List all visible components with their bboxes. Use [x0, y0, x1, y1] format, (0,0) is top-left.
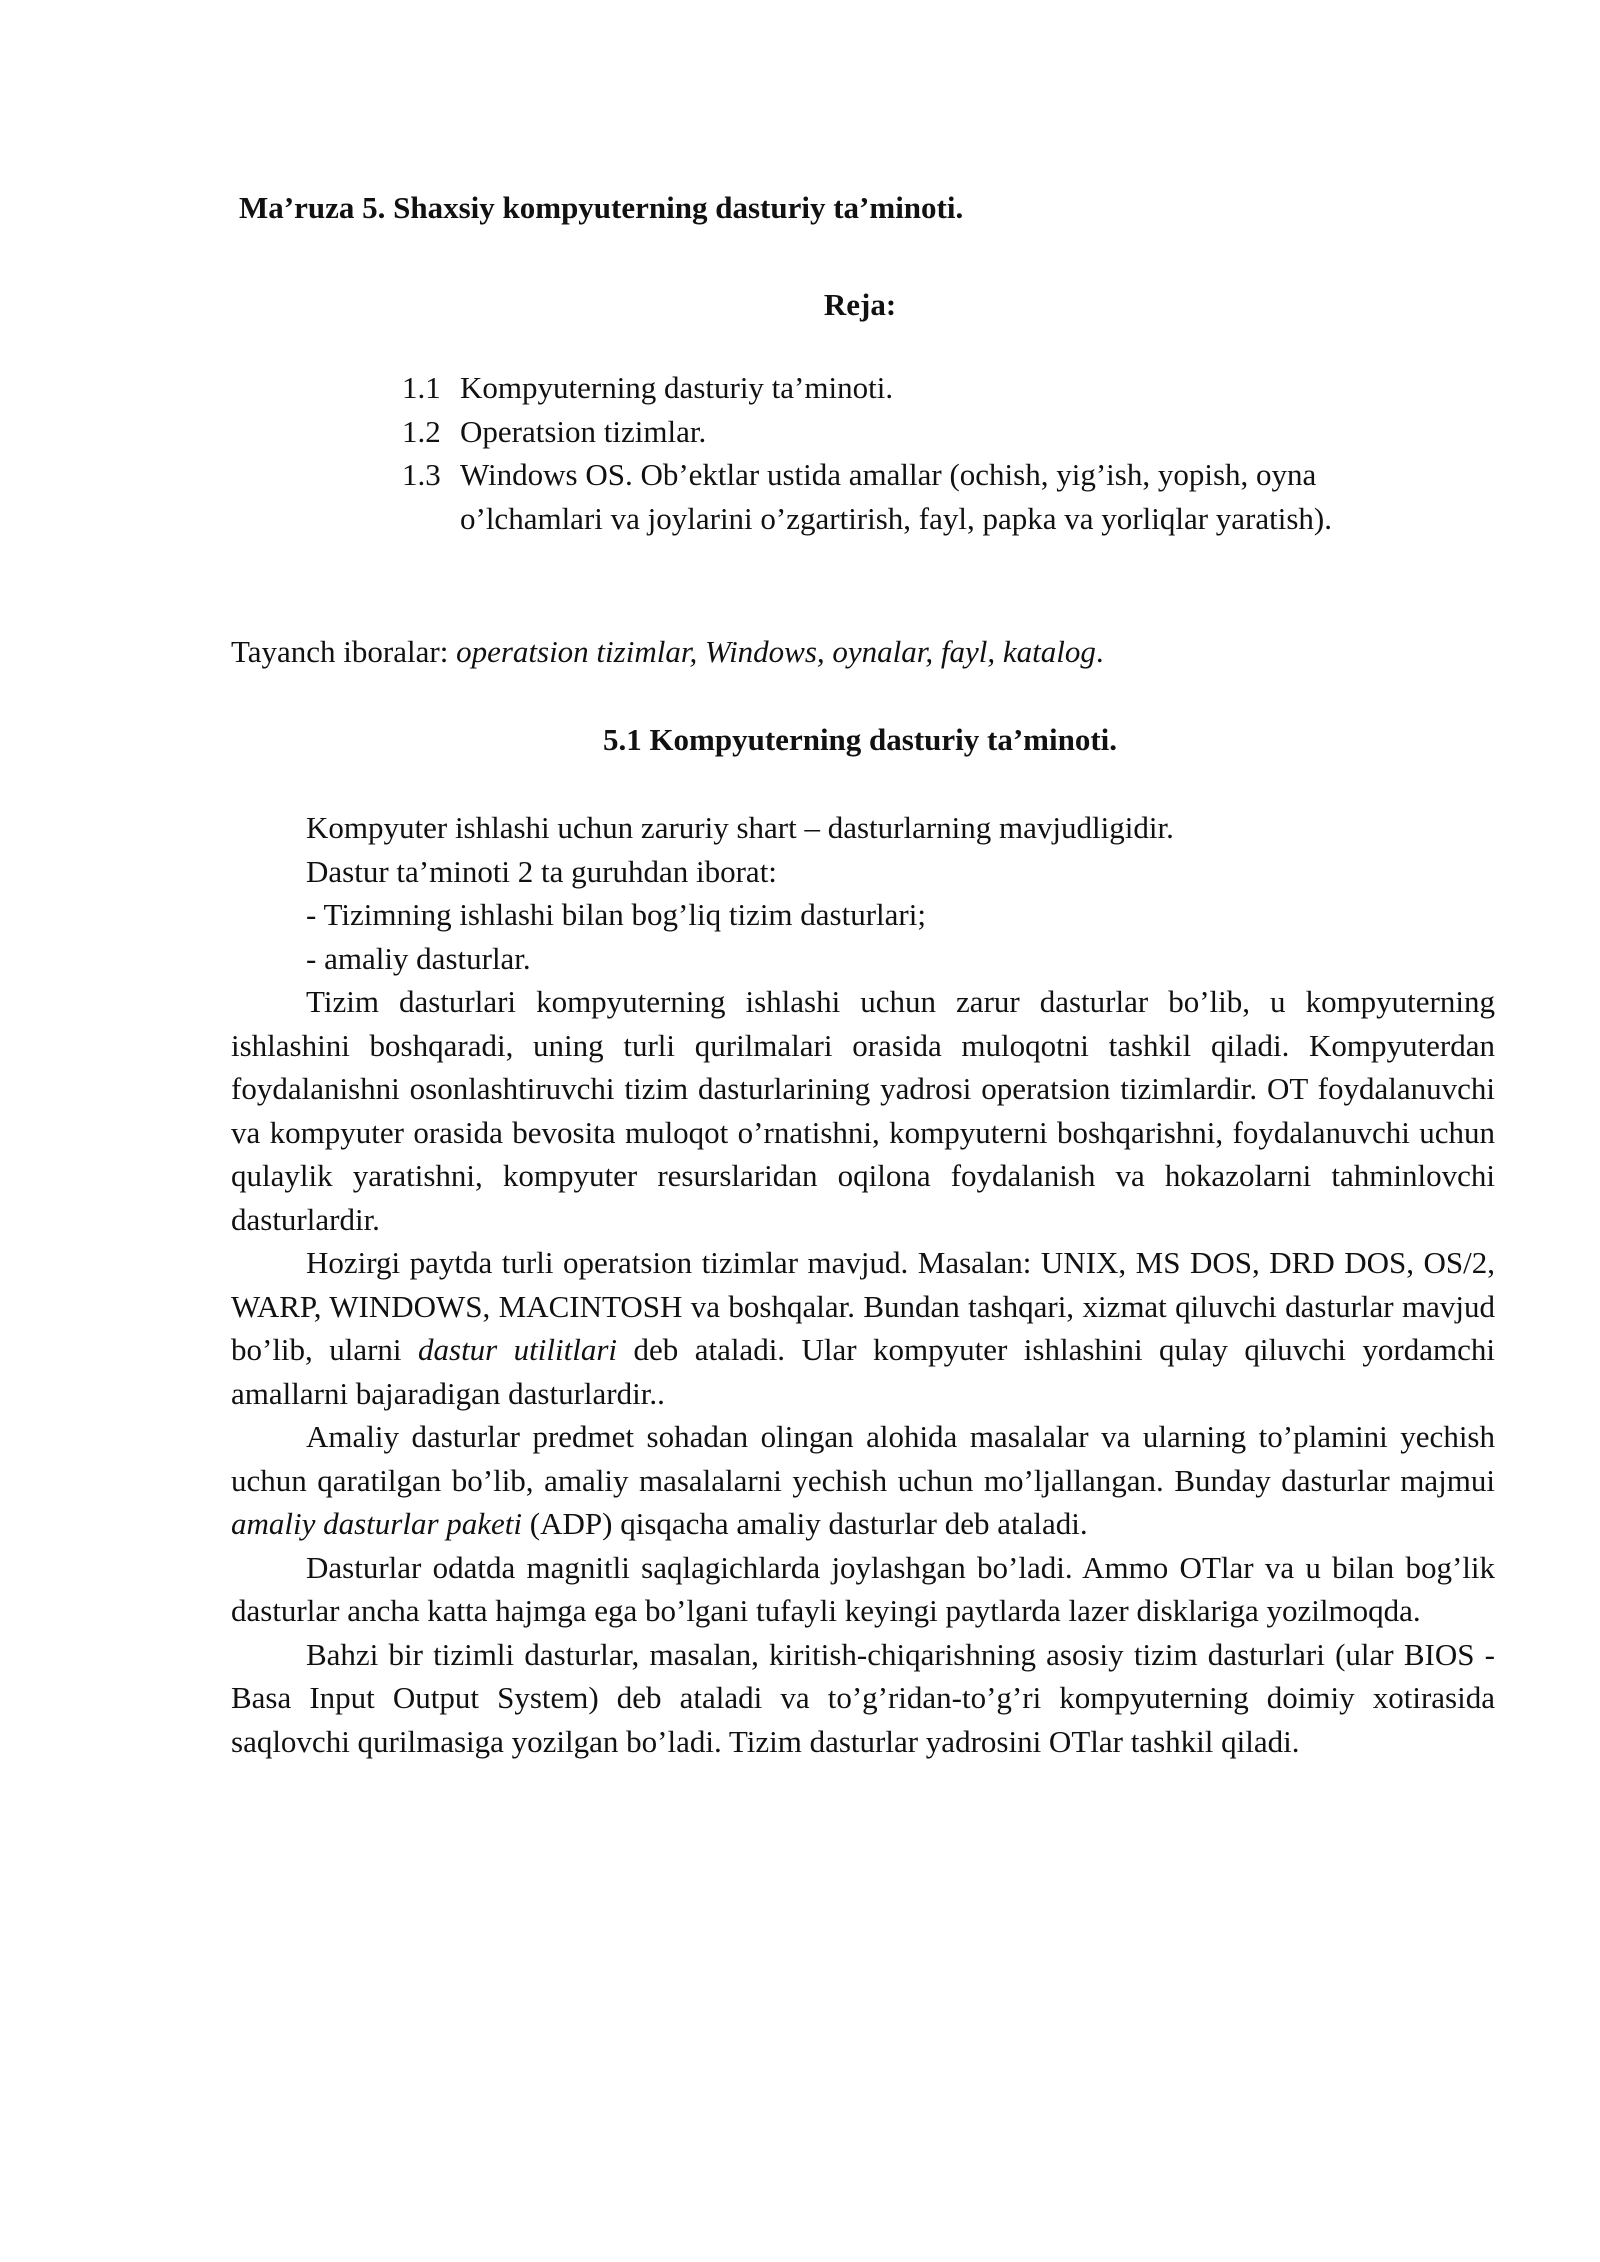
- paragraph-system-software: Tizim dasturlari kompyuterning ishlashi uchun zarur dasturlar bo’lib, u kompyuterning ishlashini boshqaradi, uning turli qurilmalari orasida muloqotni tashkil qiladi. Kompyuterdan foydalanishni osonlashtiruvchi tizim dasturlarining yadrosi operatsion tizimlardir. OT foydalanuvchi va kompyuter orasida bevosita muloqot o’rnatishni, kompyuterni boshqarishni, foydalanuvchi uchun qulaylik yaratishni, kompyuter resurslaridan oqilona foydalanish va hokazolarni tahminlovchi dasturlardir.: [231, 984, 1495, 1237]
- section-heading: 5.1 Kompyuterning dasturiy ta’minoti.: [602, 722, 1118, 757]
- paragraph-operating-systems: [231, 1241, 1495, 1415]
- paragraph-bios: Bahzi bir tizimli dasturlar, masalan, kiritish-chiqarishning asosiy tizim dasturlari (ular BIOS -Basa Input Output System) deb ataladi va to’g’ridan-to’g’ri kompyuterning doimiy xotirasida saqlovchi qurilmasiga yozilgan bo’ladi. Tizim dasturlar yadrosini OTlar tashkil qiladi.: [231, 1636, 1495, 1759]
- paragraph-text: deb ataladi. Ular kompyuter ishlashini qulay qiluvchi yordamchi amallarni bajaradigan dasturlardir..: [231, 1332, 1495, 1411]
- paragraph-italic: amaliy dasturlar paketi: [231, 1506, 523, 1541]
- plan-item: [402, 453, 1462, 540]
- intro-line: - Tizimning ishlashi bilan bog’liq tizim dasturlari;: [306, 897, 926, 932]
- lecture-title: Ma’ruza 5. Shaxsiy kompyuterning dasturiy ta’minoti.: [239, 190, 964, 225]
- paragraph-text: Hozirgi paytda turli operatsion tizimlar mavjud. Masalan: UNIX, MS DOS, DRD DOS, OS/2, WARP, WINDOWS, MACINTOSH va boshqalar. Bundan tashqari, xizmat qiluvchi dasturlar mavjud bo’lib, ularni: [231, 1245, 1495, 1367]
- plan-item-number: 1.2: [402, 413, 441, 449]
- paragraph-application-software: [231, 1415, 1495, 1546]
- intro-line: Kompyuter ishlashi uchun zaruriy shart – dasturlarning mavjudligidir.: [306, 810, 1174, 845]
- plan-item-text: Windows OS. Ob’ektlar ustida amallar (ochish, yig’ish, yopish, oyna o’lchamlari va joylarini o’zgartirish, fayl, papka va yorliqlar yaratish).: [460, 457, 1332, 536]
- keywords-terms: operatsion tizimlar, Windows, oynalar, fayl, katalog: [456, 634, 1096, 669]
- plan-item-text: Operatsion tizimlar.: [460, 413, 707, 449]
- paragraph-italic: dastur utilitlari: [418, 1332, 618, 1367]
- plan-item-number: 1.3: [402, 457, 441, 492]
- keywords-line: [231, 627, 1501, 677]
- plan-heading: Reja:: [823, 287, 897, 322]
- paragraph-text: (ADP) qisqacha amaliy dasturlar deb ataladi.: [522, 1506, 1088, 1541]
- intro-line: Dastur ta’minoti 2 ta guruhdan iborat:: [306, 853, 777, 889]
- keywords-label: Tayanch iboralar:: [231, 634, 457, 669]
- plan-item-text: Kompyuterning dasturiy ta’minoti.: [460, 370, 894, 405]
- paragraph-storage: Dasturlar odatda magnitli saqlagichlarda joylashgan bo’ladi. Ammo OTlar va u bilan bog’lik dasturlar ancha katta hajmga ega bo’lgani tufayli keyingi paytlarda lazer disklariga yozilmoqda.: [231, 1549, 1495, 1628]
- plan-item-number: 1.1: [402, 370, 441, 405]
- plan-item: [402, 366, 1462, 410]
- section-body: [231, 806, 1495, 1763]
- plan-list: [402, 366, 1462, 540]
- paragraph-text: Amaliy dasturlar predmet sohadan olingan alohida masalalar va ularning to’plamini yechish uchun qaratilgan bo’lib, amaliy masalalarni yechish uchun mo’ljallangan. Bunday dasturlar majmui: [231, 1419, 1495, 1498]
- intro-line: - amaliy dasturlar.: [306, 940, 531, 976]
- keywords-end: .: [1095, 634, 1104, 669]
- plan-item: [402, 410, 1462, 454]
